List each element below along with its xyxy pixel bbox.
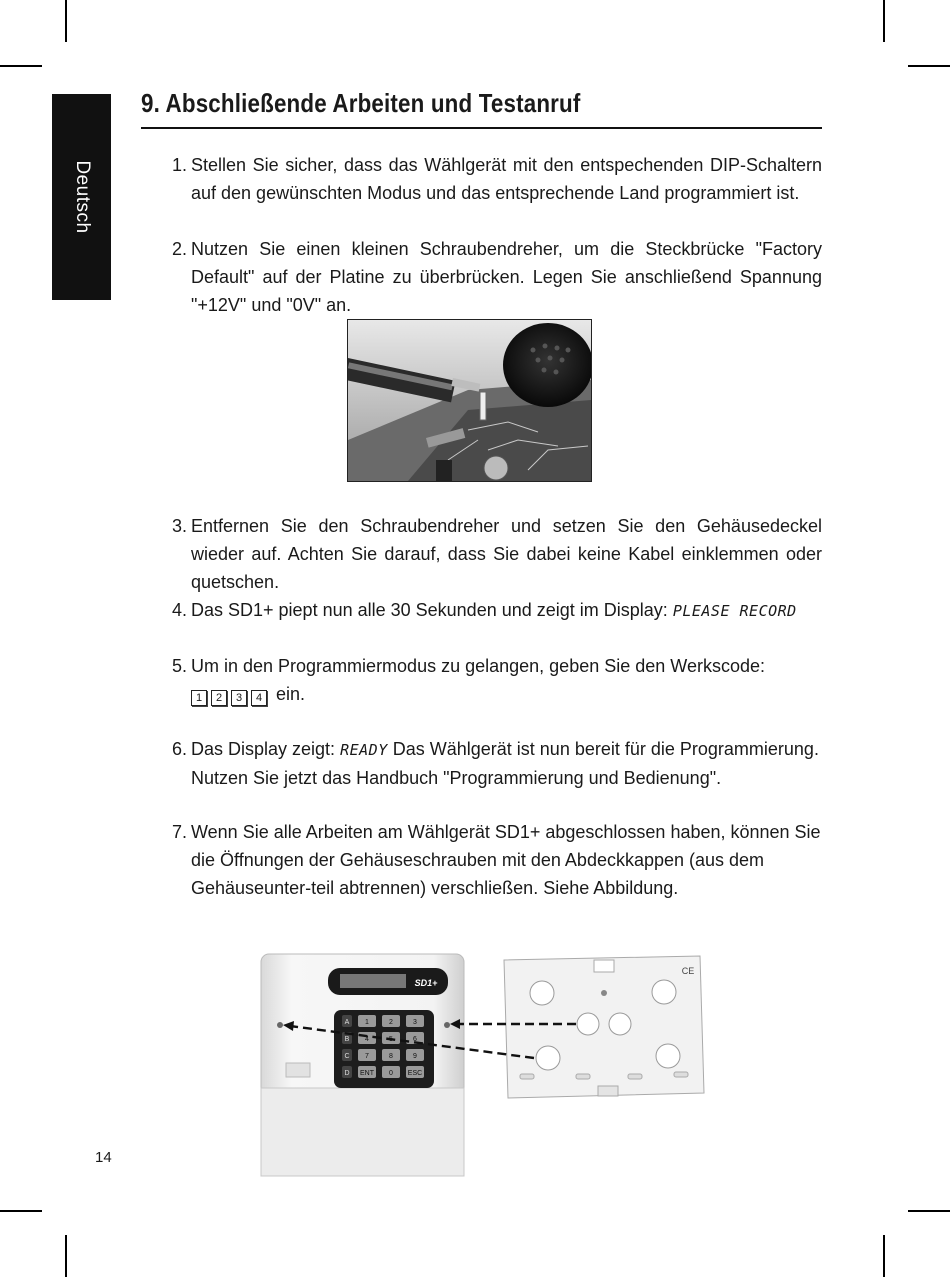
language-tab [52, 94, 111, 300]
keypad-key-label: ENT [360, 1070, 374, 1077]
key-2-icon: 2 [211, 690, 227, 706]
keypad-key-label: 0 [389, 1070, 393, 1077]
device-illustration [258, 948, 708, 1178]
crop-mark [883, 0, 885, 42]
keypad-key-label: 2 [389, 1019, 393, 1026]
crop-mark [908, 65, 950, 67]
crop-mark [65, 0, 67, 42]
page-title: 9. Abschließende Arbeiten und Testanruf [141, 88, 581, 118]
keypad-key-label: 6 [413, 1036, 417, 1043]
crop-mark [908, 1210, 950, 1212]
title-rule [141, 127, 822, 129]
brand-label: SD1+ [414, 978, 438, 988]
keypad-key-label: 1 [365, 1019, 369, 1026]
keypad-key-label: C [344, 1053, 350, 1060]
display-text: PLEASE RECORD [672, 602, 797, 620]
language-tab-label: Deutsch [71, 160, 93, 234]
crop-mark [0, 1210, 42, 1212]
list-item: 1. Stellen Sie sicher, dass das Wählgerät mit den entspechenden DIP-Schaltern auf den gewünschten Modus und das entsprechende Land programmiert ist. [172, 155, 822, 203]
keypad-key-label: 7 [365, 1053, 369, 1060]
key-1-icon: 1 [191, 690, 207, 706]
keypad-key-label: 8 [389, 1053, 393, 1060]
crop-mark [883, 1235, 885, 1277]
keypad-key-label: A [344, 1019, 350, 1026]
list-item: 3. Entfernen Sie den Schraubendreher und setzen Sie den Gehäusedeckel wieder auf. Achten Sie darauf, dass Sie dabei keine Kabel einklemmen oder quetschen. [172, 516, 822, 592]
jumper-photo [347, 319, 592, 482]
keypad-key-label: 4 [365, 1036, 369, 1043]
keypad-key-label: B [344, 1036, 350, 1043]
key-4-icon: 4 [251, 690, 267, 706]
crop-mark [0, 65, 42, 67]
list-item: 5. Um in den Programmiermodus zu gelangen, geben Sie den Werkscode: 1 2 3 4 ein. [172, 656, 765, 704]
crop-mark [65, 1235, 67, 1277]
keypad-key-label: 3 [413, 1019, 417, 1026]
list-item: 2. Nutzen Sie einen kleinen Schraubendreher, um die Steckbrücke "Factory Default" auf der Platine zu überbrücken. Legen Sie anschließend Spannung "+12V" und "0V" an. [172, 239, 822, 315]
page-number: 14 [95, 1149, 112, 1166]
keypad-key-label: ESC [407, 1070, 423, 1077]
key-3-icon: 3 [231, 690, 247, 706]
ce-mark: CE [681, 966, 695, 976]
list-item: 6. Das Display zeigt: READY Das Wählgerät ist nun bereit für die Programmierung. Nutzen Sie jetzt das Handbuch "Programmierung und Bedienung". [172, 739, 819, 788]
list-item: 4. Das SD1+ piept nun alle 30 Sekunden und zeigt im Display: PLEASE RECORD [172, 600, 797, 620]
list-item: 7. Wenn Sie alle Arbeiten am Wählgerät SD1+ abgeschlossen haben, können Sie die Öffnungen der Gehäuseschrauben mit den Abdeckkappen (aus dem Gehäuseunter-teil abtrennen) verschließen. Siehe Abbildung. [172, 822, 821, 898]
display-text: READY [340, 741, 388, 759]
keypad-key-label: D [344, 1070, 350, 1077]
keypad-key-label: 9 [413, 1053, 417, 1060]
keypad-key-label: 5 [389, 1036, 393, 1043]
circuit-board-illustration [348, 320, 591, 481]
